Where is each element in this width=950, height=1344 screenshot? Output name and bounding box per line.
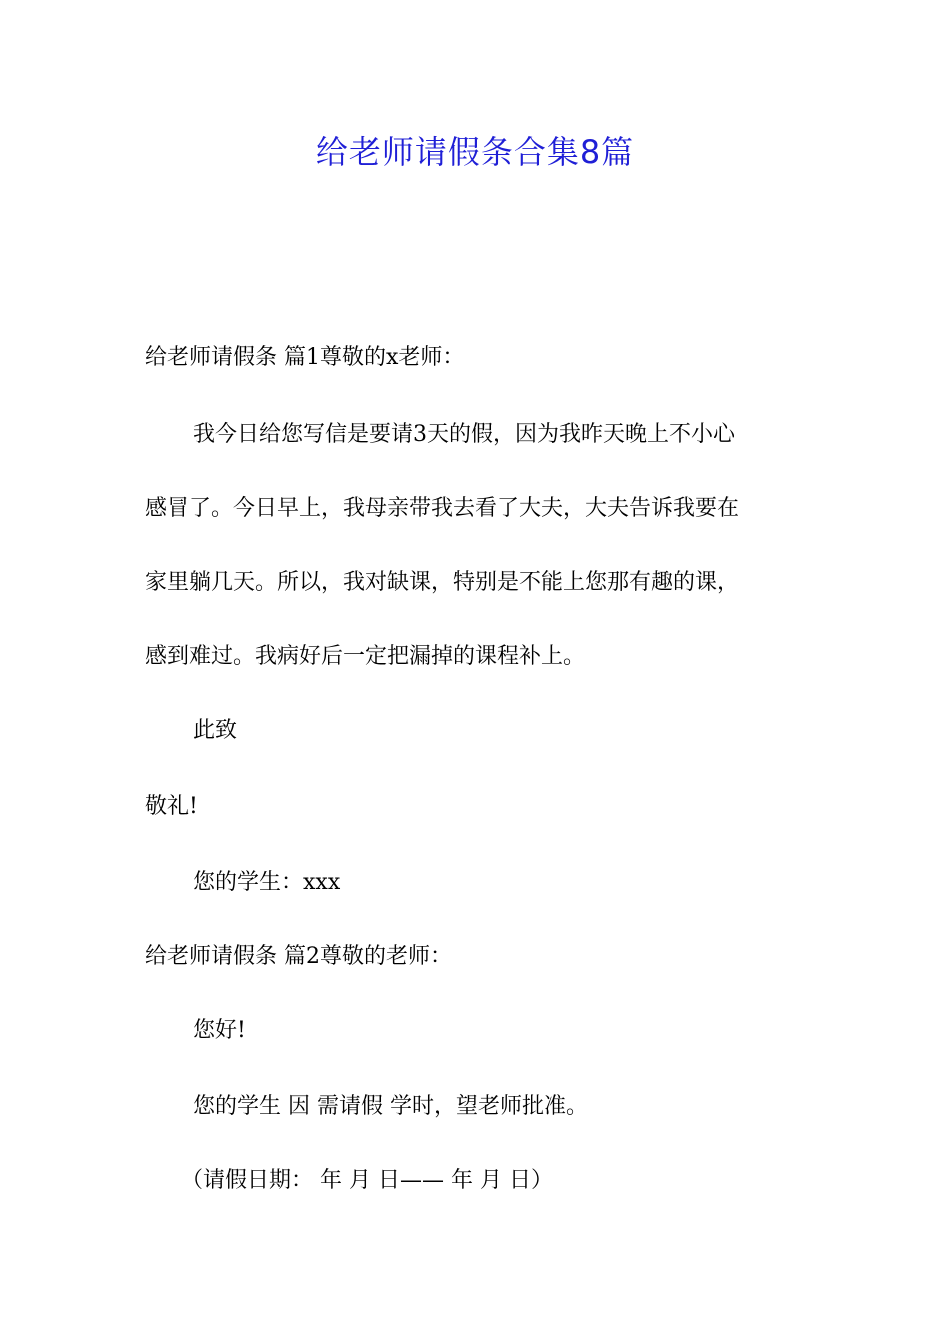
leave-date-line: （请假日期： 年 月 日—— 年 月 日）: [181, 1168, 553, 1193]
section-2-heading: 给老师请假条 篇2尊敬的老师：: [145, 944, 452, 969]
paragraph-line: 家里躺几天。所以，我对缺课，特别是不能上您那有趣的课，: [145, 570, 740, 595]
closing-regards: 敬礼!: [145, 794, 198, 819]
paragraph-line: 您的学生 因 需请假 学时，望老师批准。: [193, 1094, 588, 1119]
closing-salutation: 此致: [193, 718, 238, 743]
paragraph-line: 我今日给您写信是要请3天的假，因为我昨天晚上不小心: [193, 422, 735, 447]
paragraph-line: 感冒了。今日早上，我母亲带我去看了大夫，大夫告诉我要在: [145, 496, 740, 521]
signature-line: 您的学生：xxx: [193, 870, 341, 895]
section-1-heading: 给老师请假条 篇1尊敬的x老师：: [145, 345, 465, 370]
paragraph-line: 感到难过。我病好后一定把漏掉的课程补上。: [145, 644, 586, 669]
document-title: 给老师请假条合集8篇: [315, 133, 635, 171]
greeting-line: 您好!: [193, 1018, 246, 1043]
